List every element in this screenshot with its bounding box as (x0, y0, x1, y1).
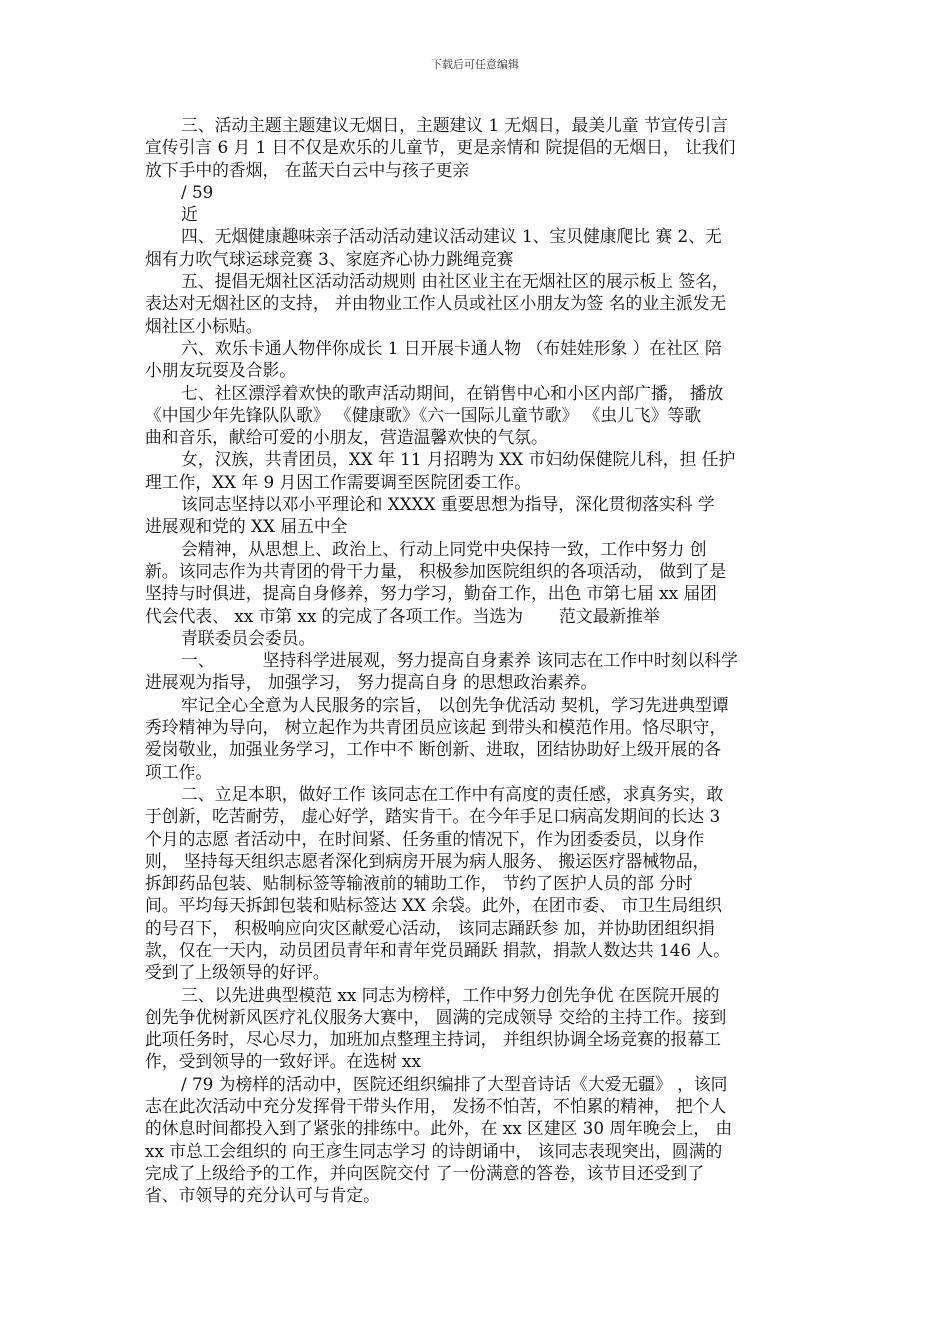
text-line (145, 961, 807, 983)
text-line (145, 471, 807, 493)
text-line-content: 个月的志愿 者活动中，在时间紧、任务重的情况下，作为团委委员，以身作 (145, 828, 705, 849)
text-line-content: 曲和音乐，献给可爱的小朋友，营造温馨欢快的气氛。 (145, 427, 548, 448)
text-line-content: 小朋友玩耍及合影。 (145, 360, 297, 381)
text-line-content: 女，汉族，共青团员，XX 年 11 月招聘为 XX 市妇幼保健院儿科，担 任护 (181, 449, 736, 470)
text-line (145, 136, 807, 158)
text-line (145, 716, 807, 738)
text-line (145, 917, 807, 939)
text-line (145, 515, 807, 537)
text-line (145, 738, 807, 760)
text-line (145, 292, 807, 314)
text-line-content: 三、活动主题主题建议无烟日，主题建议 1 无烟日，最美儿童 节宣传引言 (181, 115, 728, 135)
text-line (145, 1184, 807, 1206)
text-line (145, 270, 807, 292)
text-line-content: 作，受到领导的一致好评。在选树 xx (145, 1051, 421, 1072)
text-line-content: 五、提倡无烟社区活动活动规则 由社区业主在无烟社区的展示板上 签名， (181, 271, 729, 292)
text-line (145, 1073, 807, 1095)
text-line (145, 493, 807, 515)
text-line (145, 337, 807, 359)
text-line (145, 404, 807, 426)
text-line (145, 805, 807, 827)
text-line (145, 225, 807, 247)
text-line-tail: 范文最新推举 (559, 605, 660, 626)
text-line-content: 代会代表、 xx 市第 xx 的完成了各项工作。当选为 (145, 605, 524, 626)
text-line (145, 582, 807, 604)
text-line (145, 560, 807, 582)
text-line (145, 315, 807, 337)
text-line-content: 三、以先进典型模范 xx 同志为榜样，工作中努力创先争优 在医院开展的 (181, 984, 720, 1005)
text-line (145, 828, 807, 850)
text-line-content: 表达对无烟社区的支持， 并由物业工作人员或社区小朋友为签 名的业主派发无 (145, 293, 727, 314)
text-line-content: 新。该同志作为共青团的骨干力量， 积极参加医院组织的各项活动， 做到了是 (145, 560, 727, 581)
text-line (145, 694, 807, 716)
text-line-content: 志在此次活动中充分发挥骨干带头作用， 发扬不怕苦，不怕累的精神， 把个人 (145, 1096, 727, 1117)
text-line-content: 四、无烟健康趣味亲子活动活动建议活动建议 1、宝贝健康爬比 赛 2、无 (181, 226, 722, 247)
text-line (145, 1140, 807, 1162)
text-line (145, 872, 807, 894)
text-line (145, 181, 807, 203)
text-line (145, 1117, 807, 1139)
text-line-content: 秀玲精神为导向， 树立起作为共青团员应该起 到带头和模范作用。恪尽职守， (145, 717, 727, 738)
text-line-content: 进展观为指导， 加强学习， 努力提高自身 的思想政治素养。 (145, 672, 598, 693)
text-line-content: 拆卸药品包装、贴制标签等输液前的辅助工作， 节约了医护人员的部 分时 (145, 873, 693, 894)
text-line (145, 894, 807, 916)
text-line (145, 627, 807, 649)
text-line (145, 783, 807, 805)
text-line (145, 203, 807, 225)
text-line-content: 创先争优树新风医疗礼仪服务大赛中， 圆满的完成领导 交给的主持工作。接到 (145, 1006, 727, 1027)
text-line (145, 1095, 807, 1117)
text-line-content: xx 市总工会组织的 向王彦生同志学习 的诗朗诵中， 该同志表现突出，圆满的 (145, 1140, 723, 1161)
text-line (145, 1006, 807, 1028)
text-line-content: 完成了上级给予的工作，并向医院交付 了一份满意的答卷，该节目还受到了 (145, 1162, 705, 1183)
text-line (145, 359, 807, 381)
text-line-content: 牢记全心全意为人民服务的宗旨， 以创先争优活动 契机，学习先进典型谭 (181, 694, 729, 715)
text-line (145, 159, 807, 181)
text-line-content: / 59 (181, 181, 214, 202)
text-line-content: 的休息时间都投入到了紧张的排练中。此外，在 xx 区建区 30 周年晚会上， 由 (145, 1118, 733, 1139)
text-line-content: 受到了上级领导的好评。 (145, 962, 330, 983)
text-line-content: 放下手中的香烟， 在蓝天白云中与孩子更亲 (145, 159, 470, 180)
text-line-content: 此项任务时，尽心尽力，加班加点整理主持词， 并组织协调全场竞赛的报幕工 (145, 1029, 721, 1050)
text-line (145, 671, 807, 693)
text-line-content: 省、市领导的充分认可与肯定。 (145, 1185, 380, 1206)
text-line-content: 烟社区小标贴。 (145, 315, 263, 336)
text-line-content: 青联委员会委员。 (181, 627, 316, 648)
text-line (145, 605, 807, 627)
text-line (145, 939, 807, 961)
text-line-content: 进展观和党的 XX 届五中全 (145, 516, 348, 537)
text-line-content: 于创新，吃苦耐劳， 虚心好学，踏实肯干。在今年手足口病高发期间的长达 3 (145, 806, 721, 827)
text-line (145, 1028, 807, 1050)
text-line (145, 248, 807, 270)
text-line-tail: 坚持科学进展观，努力提高自身素养 该同志在工作中时刻以科学 (262, 650, 738, 671)
page-header: 下载后可任意编辑 (431, 58, 519, 71)
text-line-content: 宣传引言 6 月 1 日不仅是欢乐的儿童节，更是亲情和 院提倡的无烟日， 让我们 (145, 137, 736, 158)
text-line-content: 项工作。 (145, 761, 213, 782)
text-line (145, 426, 807, 448)
text-line (145, 761, 807, 783)
text-line (145, 448, 807, 470)
text-line (145, 649, 807, 671)
text-line (145, 850, 807, 872)
text-line-content: 近 (181, 204, 198, 225)
document-body (145, 114, 807, 1207)
text-line-content: 烟有力吹气球运球竞赛 3、家庭齐心协力跳绳竞赛 (145, 248, 514, 269)
text-line-content: 一、 (181, 650, 215, 671)
text-line-content: 理工作，XX 年 9 月因工作需要调至医院团委工作。 (145, 471, 532, 492)
text-line-content: 款，仅在一天内，动员团员青年和青年党员踊跃 捐款，捐款人数达共 146 人。 (145, 939, 731, 960)
text-line-content: 该同志坚持以邓小平理论和 XXXX 重要思想为指导，深化贯彻落实科 学 (181, 494, 715, 515)
text-line (145, 538, 807, 560)
text-line (145, 1050, 807, 1072)
text-line (145, 382, 807, 404)
text-line-content: 的号召下， 积极响应向灾区献爱心活动， 该同志踊跃参 加，并协助团组织捐 (145, 917, 715, 938)
text-line (145, 114, 807, 136)
text-line-content: 间。平均每天拆卸包装和贴标签达 XX 余袋。此外，在团市委、 市卫生局组织 (145, 895, 722, 916)
text-line-content: 坚持与时俱进，提高自身修养，努力学习，勤奋工作，出色 市第七届 xx 届团 (145, 583, 717, 604)
text-line (145, 984, 807, 1006)
text-line (145, 1162, 807, 1184)
text-line-content: 七、社区漂浮着欢快的歌声活动期间，在销售中心和小区内部广播， 播放 (181, 382, 724, 403)
text-line-content: 六、欢乐卡通人物伴你成长 1 日开展卡通人物 （布娃娃形象 ）在社区 陪 (181, 337, 722, 358)
text-line-content: 二、立足本职，做好工作 该同志在工作中有高度的责任感，求真务实，敢 (181, 783, 724, 804)
text-line-content: / 79 为榜样的活动中，医院还组织编排了大型音诗话《大爱无疆》 ，该同 (181, 1073, 728, 1094)
text-line-content: 则， 坚持每天组织志愿者深化到病房开展为病人服务、 搬运医疗器械物品， (145, 850, 710, 871)
text-line-content: 爱岗敬业，加强业务学习，工作中不 断创新、进取，团结协助好上级开展的各 (145, 739, 721, 760)
text-line-content: 会精神，从思想上、政治上、行动上同党中央保持一致，工作中努力 创 (181, 538, 707, 559)
text-line-content: 《中国少年先锋队队歌》 《健康歌》《六一国际儿童节歌》 《虫儿飞》等歌 (145, 404, 702, 425)
